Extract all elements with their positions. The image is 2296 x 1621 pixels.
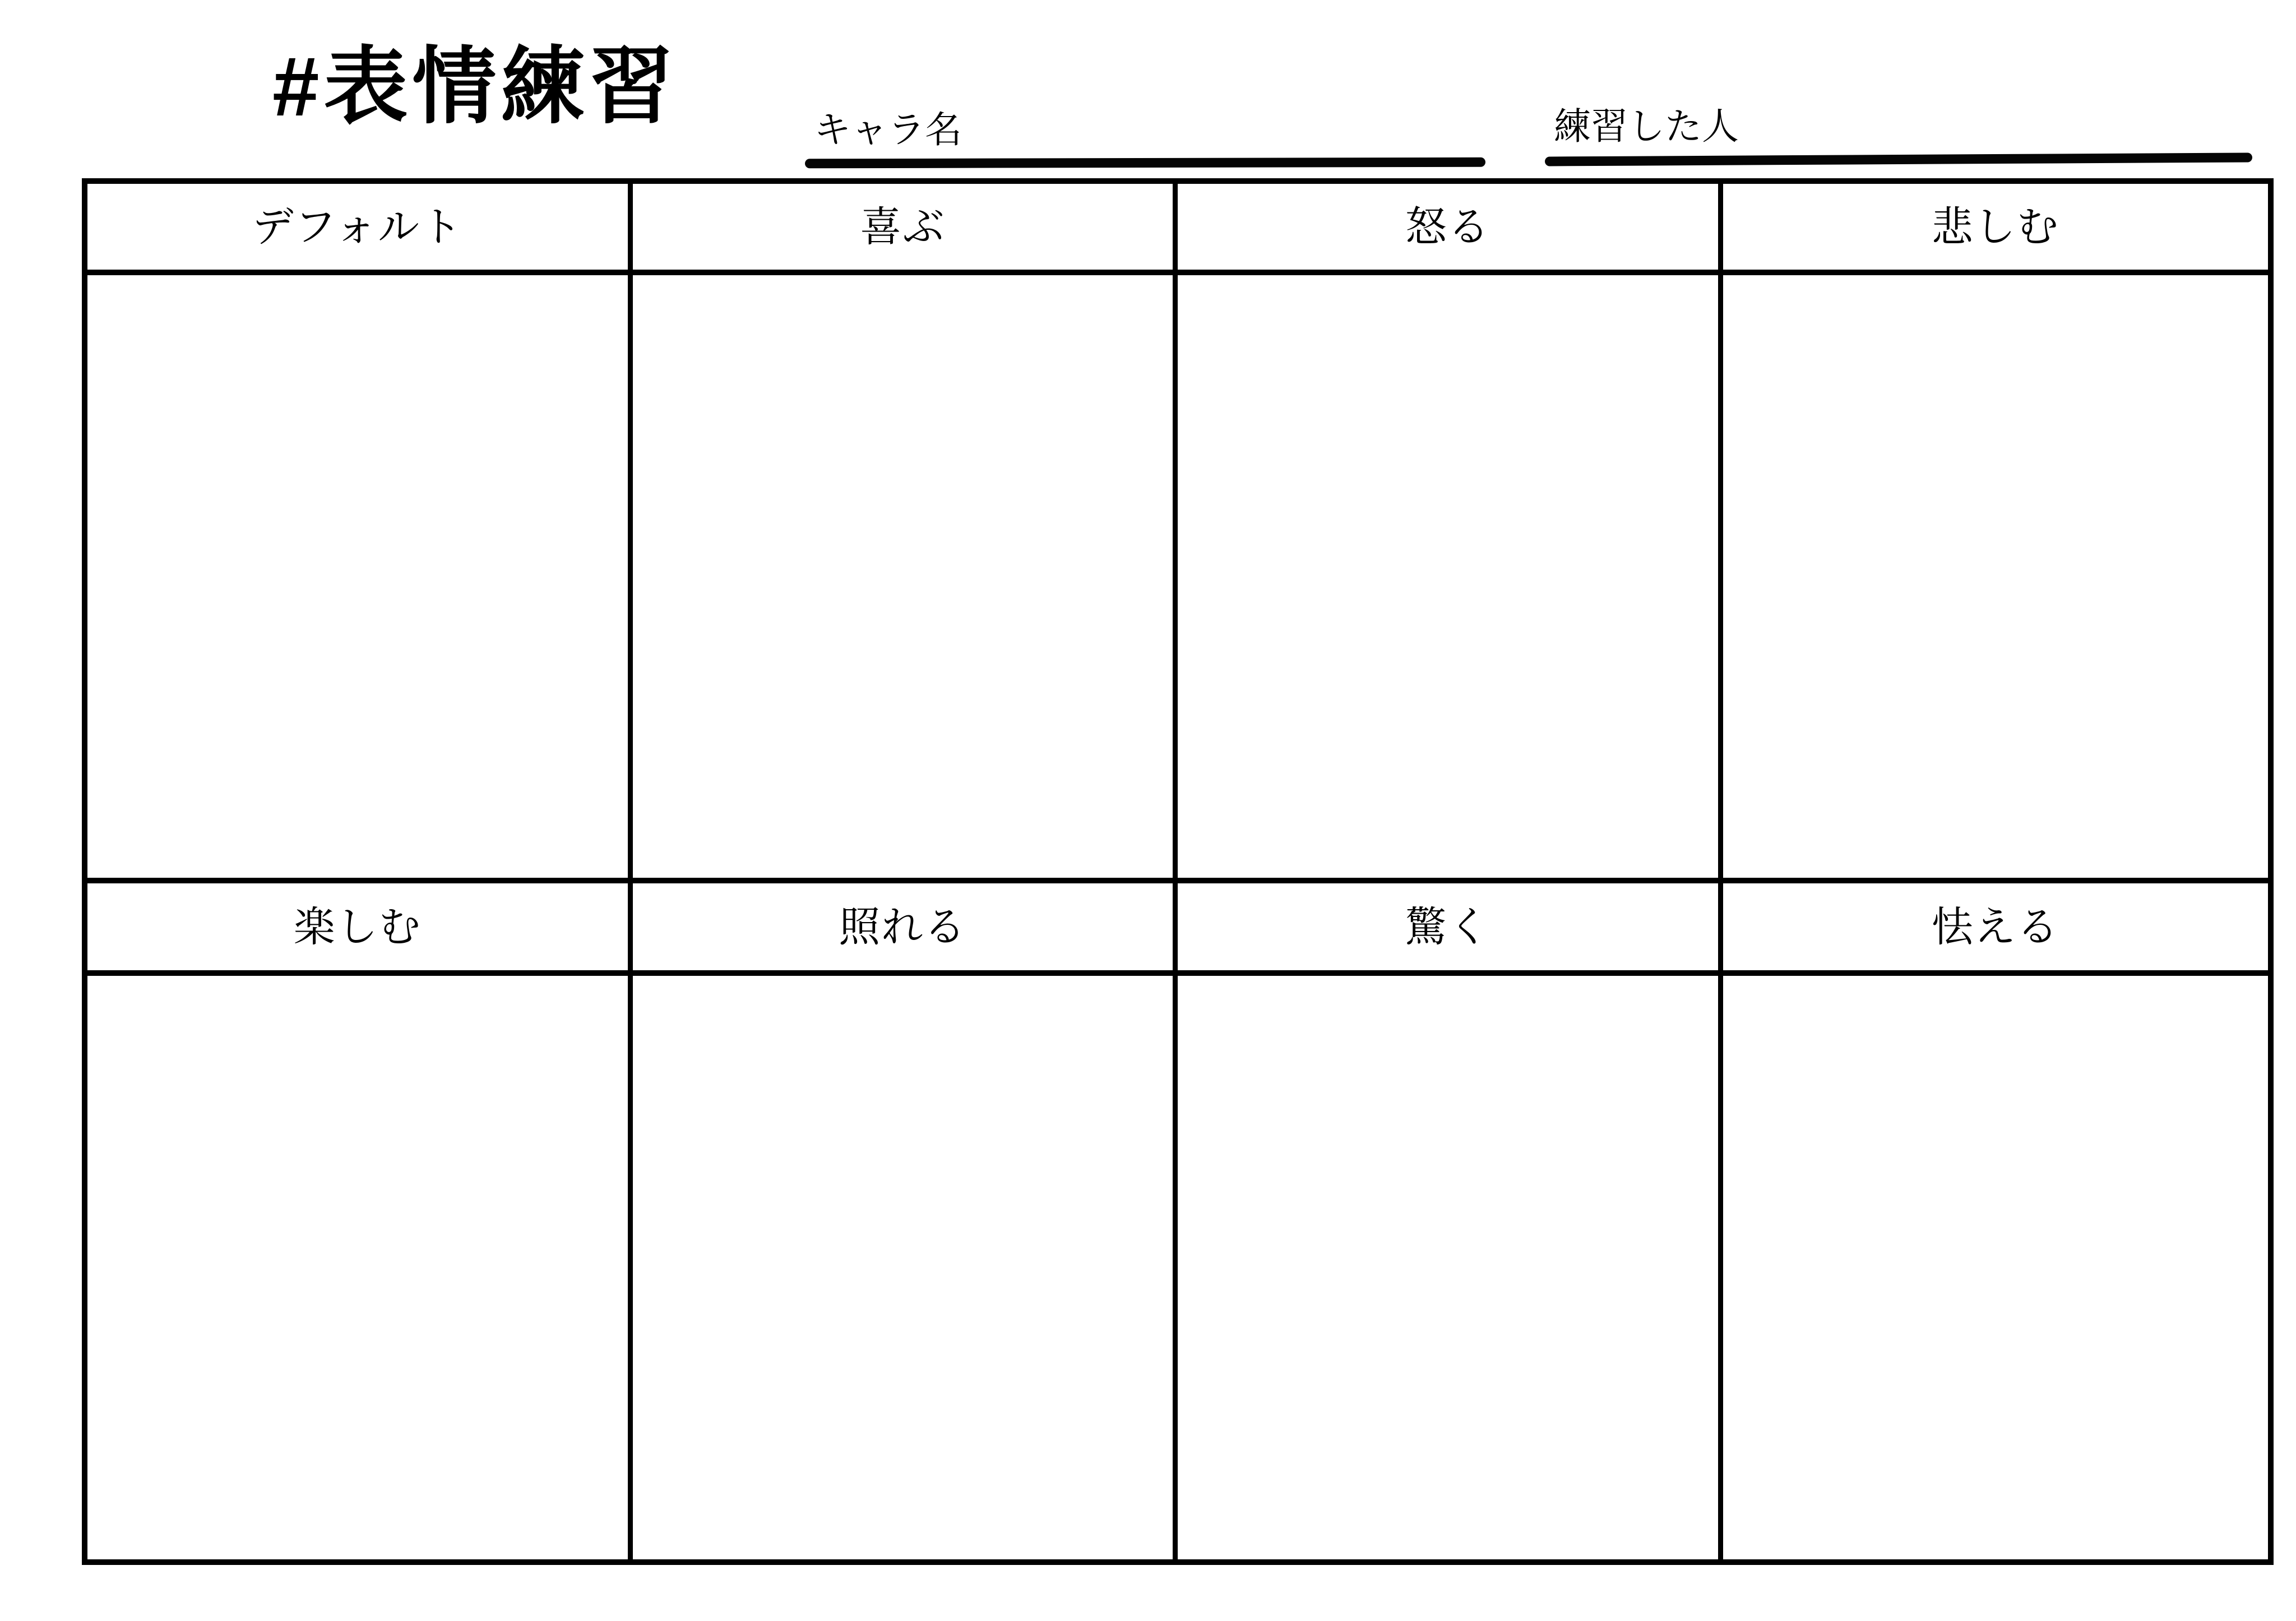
cell-header-surprised-label: 驚く: [1405, 903, 1490, 950]
page-title: #表情練習: [272, 39, 678, 133]
drawing-cell-embarrassed: [633, 976, 1178, 1559]
cell-header-frightened-label: 怯える: [1931, 903, 2059, 950]
cell-header-sad-label: 悲しむ: [1931, 203, 2059, 250]
drawing-cell-default: [87, 275, 633, 883]
cell-header-surprised: [1178, 883, 1723, 976]
cell-header-default: [87, 184, 633, 275]
cell-header-happy: [633, 184, 1178, 275]
drawing-cell-enjoy: [87, 976, 633, 1559]
cell-header-angry-label: 怒る: [1405, 203, 1490, 250]
drawing-cell-angry: [1178, 275, 1723, 883]
cell-header-frightened: [1723, 883, 2269, 976]
character-name-label: キャラ名: [814, 109, 962, 150]
practiced-by-blank-line: [1545, 152, 2252, 166]
cell-header-embarrassed: [633, 883, 1178, 976]
cell-header-enjoy-label: 楽しむ: [293, 903, 422, 950]
drawing-cell-sad: [1723, 275, 2269, 883]
practiced-by-label: 練習した人: [1554, 105, 1739, 147]
drawing-cell-frightened: [1723, 976, 2269, 1559]
drawing-cell-happy: [633, 275, 1178, 883]
cell-header-default-label: デフォルト: [252, 203, 463, 250]
cell-header-happy-label: 喜ぶ: [860, 203, 946, 250]
cell-header-embarrassed-label: 照れる: [839, 903, 967, 950]
character-name-blank-line: [805, 158, 1485, 169]
expression-grid: [82, 178, 2274, 1565]
cell-header-sad: [1723, 184, 2269, 275]
cell-header-enjoy: [87, 883, 633, 976]
drawing-cell-surprised: [1178, 976, 1723, 1559]
cell-header-angry: [1178, 184, 1723, 275]
